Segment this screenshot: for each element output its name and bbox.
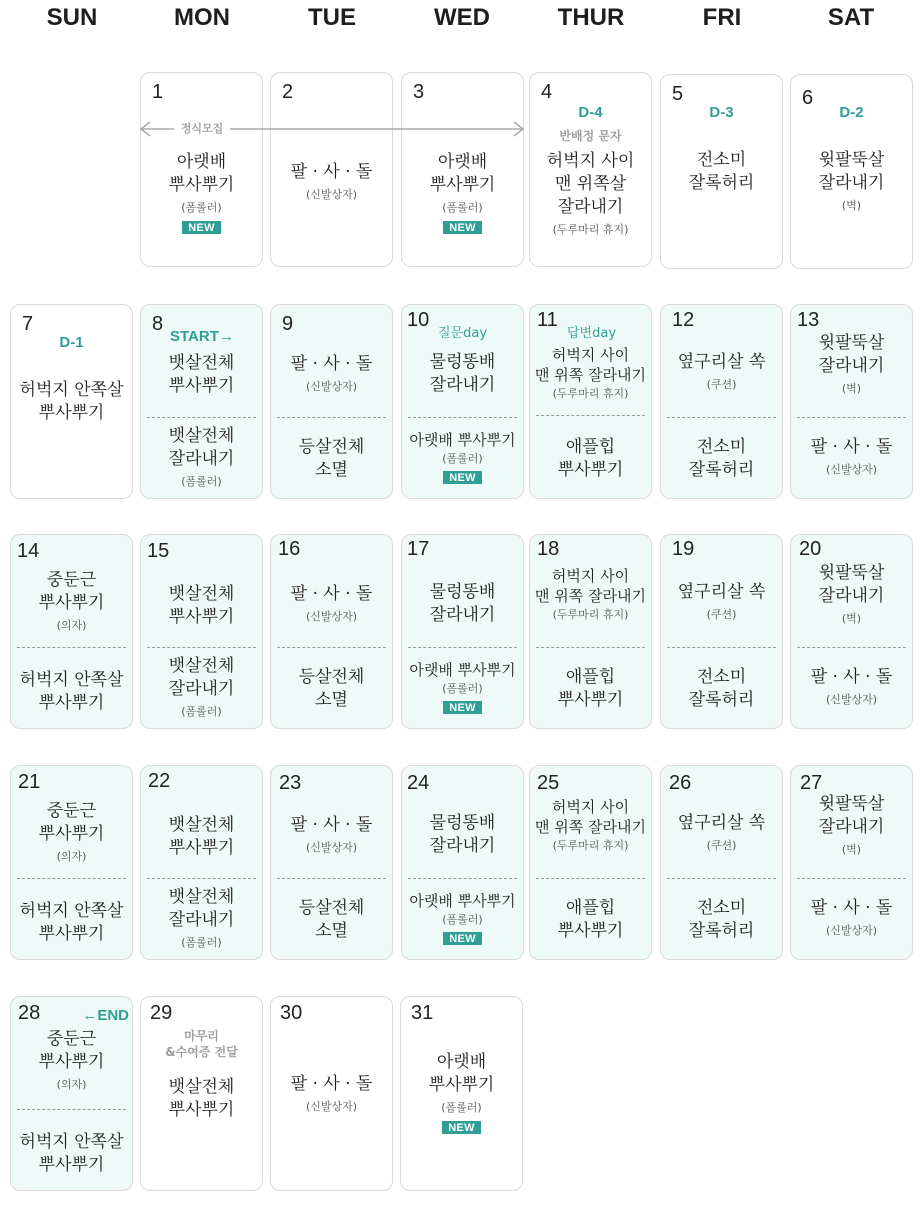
day-number: 30	[280, 1002, 303, 1024]
day-cell-28[interactable]	[10, 996, 133, 1191]
day-cell-12[interactable]	[660, 304, 783, 499]
workout-title: 전소미 잘록허리	[688, 667, 755, 710]
workout-title: 윗팔뚝살 잘라내기	[818, 563, 885, 606]
day-cell-22[interactable]	[140, 765, 263, 960]
day-cell-2[interactable]	[270, 72, 393, 267]
workout-title: 아랫배 뿌사뿌기	[409, 431, 516, 449]
day-cell-31[interactable]	[400, 996, 523, 1191]
workout-title: 애플힙 뿌사뿌기	[557, 667, 624, 710]
workout-title: 등살전체 소멸	[298, 667, 365, 710]
workout-title: 전소미 잘록허리	[688, 437, 755, 480]
workout-title: 팔 · 사 · 돌	[290, 162, 373, 182]
countdown-badge: D-3	[709, 104, 734, 121]
day-number: 31	[411, 1002, 434, 1024]
day-cell-8[interactable]	[140, 304, 263, 499]
workout-title: 중둔근 뿌사뿌기	[38, 1029, 105, 1072]
day-number: 8	[152, 313, 164, 335]
workout-equipment: (신발상자)	[825, 693, 878, 706]
end-badge: ←END	[82, 1007, 129, 1024]
day-number: 6	[802, 87, 814, 109]
divider	[17, 878, 126, 879]
workout-equipment: (폼롤러)	[181, 936, 222, 949]
question-day-label: 질문day	[438, 326, 488, 341]
workout-title: 뱃살전체 뿌사뿌기	[168, 1077, 235, 1120]
workout-title: 애플힙 뿌사뿌기	[557, 898, 624, 941]
workout-equipment: (두루마리 휴지)	[552, 839, 629, 852]
workout-title: 옆구리살 쏙	[677, 352, 766, 372]
new-badge: NEW	[443, 471, 482, 484]
workout-title: 윗팔뚝살 잘라내기	[818, 333, 885, 376]
day-number: 21	[18, 771, 41, 793]
workout-equipment: (벽)	[841, 199, 862, 212]
workout-title: 아랫배 뿌사뿌기	[409, 892, 516, 910]
day-number: 12	[672, 309, 695, 331]
workout-equipment: (벽)	[841, 843, 862, 856]
day-number: 24	[407, 772, 430, 794]
workout-title: 중둔근 뿌사뿌기	[38, 801, 105, 844]
new-badge: NEW	[443, 221, 482, 234]
workout-title: 등살전체 소멸	[298, 437, 365, 480]
workout-title: 물렁똥배 잘라내기	[429, 582, 496, 625]
divider	[277, 647, 386, 648]
day-cell-3[interactable]	[401, 72, 524, 267]
divider	[797, 647, 906, 648]
day-number: 7	[22, 313, 34, 335]
divider	[408, 647, 517, 648]
workout-equipment: (폼롤러)	[181, 705, 222, 718]
day-number: 27	[800, 772, 823, 794]
day-number: 22	[148, 770, 171, 792]
workout-title: 아랫배 뿌사뿌기	[168, 152, 235, 195]
workout-equipment: (신발상자)	[305, 1100, 358, 1113]
weekday-wed: WED	[434, 4, 490, 31]
day-number: 25	[537, 772, 560, 794]
workout-equipment: (쿠션)	[706, 608, 737, 621]
workout-equipment: (폼롤러)	[181, 201, 222, 214]
divider	[536, 415, 645, 416]
workout-equipment: (벽)	[841, 382, 862, 395]
workout-title: 뱃살전체 뿌사뿌기	[168, 584, 235, 627]
workout-title: 전소미 잘록허리	[688, 898, 755, 941]
workout-equipment: (두루마리 휴지)	[552, 608, 629, 621]
weekday-sat: SAT	[827, 4, 875, 31]
workout-equipment: (두루마리 휴지)	[552, 387, 629, 400]
workout-equipment: (신발상자)	[305, 380, 358, 393]
workout-equipment: (의자)	[56, 1078, 87, 1091]
workout-title: 아랫배 뿌사뿌기	[428, 1052, 495, 1095]
divider	[536, 647, 645, 648]
day-number: 26	[669, 772, 692, 794]
workout-title: 애플힙 뿌사뿌기	[557, 437, 624, 480]
day-cell-1[interactable]	[140, 72, 263, 267]
divider	[17, 647, 126, 648]
workout-equipment: (벽)	[841, 612, 862, 625]
completion-note: 마무리 &수여증 전달	[165, 1029, 238, 1059]
divider	[147, 417, 256, 418]
workout-title: 옆구리살 쏙	[677, 813, 766, 833]
day-number: 5	[672, 83, 684, 105]
weekday-sun: SUN	[46, 4, 98, 31]
day-number: 11	[537, 309, 558, 331]
day-cell-18[interactable]	[529, 534, 652, 729]
day-cell-14[interactable]	[10, 534, 133, 729]
day-number: 16	[278, 538, 301, 560]
workout-title: 등살전체 소멸	[298, 898, 365, 941]
day-number: 18	[537, 538, 560, 560]
workout-equipment: (쿠션)	[706, 839, 737, 852]
day-number: 9	[282, 313, 294, 335]
workout-title: 허벅지 사이 맨 위쪽 잘라내기	[535, 567, 646, 605]
workout-title: 팔 · 사 · 돌	[290, 1074, 373, 1094]
workout-equipment: (폼롤러)	[442, 913, 483, 926]
day-cell-30[interactable]	[270, 996, 393, 1191]
day-cell-20[interactable]	[790, 534, 913, 729]
day-cell-24[interactable]	[401, 765, 524, 960]
workout-title: 허벅지 사이 맨 위쪽살 잘라내기	[546, 151, 635, 217]
recruitment-label: 정식모집	[180, 122, 224, 135]
day-cell-21[interactable]	[10, 765, 133, 960]
day-number: 23	[279, 772, 302, 794]
workout-title: 뱃살전체 뿌사뿌기	[168, 815, 235, 858]
day-cell-5[interactable]	[660, 74, 783, 269]
divider	[536, 878, 645, 879]
countdown-badge: D-1	[59, 334, 84, 351]
workout-title: 팔 · 사 · 돌	[290, 584, 373, 604]
workout-equipment: (의자)	[56, 619, 87, 632]
divider	[667, 878, 776, 879]
workout-equipment: (신발상자)	[825, 924, 878, 937]
day-number: 20	[799, 538, 822, 560]
workout-title: 뱃살전체 잘라내기	[168, 426, 235, 469]
workout-title: 뱃살전체 뿌사뿌기	[168, 353, 235, 396]
day-cell-19[interactable]	[660, 534, 783, 729]
workout-title: 옆구리살 쏙	[677, 582, 766, 602]
divider	[797, 878, 906, 879]
workout-title: 팔 · 사 · 돌	[290, 354, 373, 374]
day-cell-29[interactable]	[140, 996, 263, 1191]
workout-title: 허벅지 안쪽살 뿌사뿌기	[19, 1132, 124, 1175]
start-badge: START→	[170, 328, 234, 345]
weekday-thur: THUR	[557, 4, 625, 31]
day-cell-17[interactable]	[401, 534, 524, 729]
day-cell-13[interactable]	[790, 304, 913, 499]
new-badge: NEW	[443, 932, 482, 945]
workout-title: 허벅지 사이 맨 위쪽 잘라내기	[535, 798, 646, 836]
workout-title: 윗팔뚝살 잘라내기	[818, 794, 885, 837]
day-cell-11[interactable]	[529, 304, 652, 499]
workout-equipment: (신발상자)	[305, 610, 358, 623]
divider	[147, 878, 256, 879]
day-cell-7[interactable]	[10, 304, 133, 499]
day-number: 10	[407, 309, 430, 331]
workout-title: 팔 · 사 · 돌	[290, 815, 373, 835]
workout-title: 팔 · 사 · 돌	[810, 437, 893, 457]
workout-equipment: (쿠션)	[706, 378, 737, 391]
divider	[277, 878, 386, 879]
day-number: 15	[147, 540, 170, 562]
day-number: 2	[282, 81, 294, 103]
workout-title: 물렁똥배 잘라내기	[429, 813, 496, 856]
day-cell-4[interactable]	[529, 72, 652, 267]
divider	[667, 417, 776, 418]
class-assignment-note: 반배정 문자	[559, 129, 622, 143]
workout-title: 물렁똥배 잘라내기	[429, 352, 496, 395]
weekday-mon: MON	[174, 4, 230, 31]
day-cell-23[interactable]	[270, 765, 393, 960]
day-cell-25[interactable]	[529, 765, 652, 960]
divider	[17, 1109, 126, 1110]
day-number: 17	[407, 538, 430, 560]
divider	[147, 647, 256, 648]
new-badge: NEW	[182, 221, 221, 234]
day-number: 19	[672, 538, 695, 560]
day-cell-6[interactable]	[790, 74, 913, 269]
countdown-badge: D-4	[578, 104, 603, 121]
workout-equipment: (폼롤러)	[442, 682, 483, 695]
day-number: 29	[150, 1002, 173, 1024]
answer-day-label: 답변day	[567, 326, 617, 341]
day-number: 1	[152, 81, 164, 103]
day-cell-27[interactable]	[790, 765, 913, 960]
day-cell-16[interactable]	[270, 534, 393, 729]
weekday-tue: TUE	[308, 4, 356, 31]
workout-title: 허벅지 사이 맨 위쪽 잘라내기	[535, 346, 646, 384]
workout-equipment: (폼롤러)	[181, 475, 222, 488]
divider	[408, 878, 517, 879]
day-cell-26[interactable]	[660, 765, 783, 960]
workout-equipment: (신발상자)	[305, 841, 358, 854]
day-number: 3	[413, 81, 425, 103]
day-cell-10[interactable]	[401, 304, 524, 499]
workout-title: 허벅지 안쪽살 뿌사뿌기	[19, 901, 124, 944]
workout-title: 팔 · 사 · 돌	[810, 898, 893, 918]
workout-title: 윗팔뚝살 잘라내기	[818, 150, 885, 193]
workout-title: 뱃살전체 잘라내기	[168, 656, 235, 699]
day-number: 14	[17, 540, 40, 562]
divider	[277, 417, 386, 418]
workout-equipment: (폼롤러)	[442, 201, 483, 214]
workout-title: 팔 · 사 · 돌	[810, 667, 893, 687]
day-number: 4	[541, 81, 553, 103]
countdown-badge: D-2	[839, 104, 864, 121]
workout-title: 전소미 잘록허리	[688, 150, 755, 193]
workout-title: 허벅지 안쪽살 뿌사뿌기	[19, 380, 124, 423]
workout-equipment: (의자)	[56, 850, 87, 863]
workout-title: 뱃살전체 잘라내기	[168, 887, 235, 930]
workout-title: 아랫배 뿌사뿌기	[429, 152, 496, 195]
day-number: 13	[797, 309, 820, 331]
workout-equipment: (신발상자)	[305, 188, 358, 201]
weekday-fri: FRI	[702, 4, 742, 31]
workout-equipment: (폼롤러)	[441, 1101, 482, 1114]
day-cell-9[interactable]	[270, 304, 393, 499]
new-badge: NEW	[442, 1121, 481, 1134]
day-cell-15[interactable]	[140, 534, 263, 729]
divider	[408, 417, 517, 418]
workout-equipment: (신발상자)	[825, 463, 878, 476]
workout-title: 아랫배 뿌사뿌기	[409, 661, 516, 679]
day-number: 28	[18, 1002, 41, 1024]
workout-equipment: (폼롤러)	[442, 452, 483, 465]
workout-equipment: (두루마리 휴지)	[552, 223, 629, 236]
divider	[797, 417, 906, 418]
divider	[667, 647, 776, 648]
workout-title: 허벅지 안쪽살 뿌사뿌기	[19, 670, 124, 713]
workout-title: 중둔근 뿌사뿌기	[38, 570, 105, 613]
new-badge: NEW	[443, 701, 482, 714]
